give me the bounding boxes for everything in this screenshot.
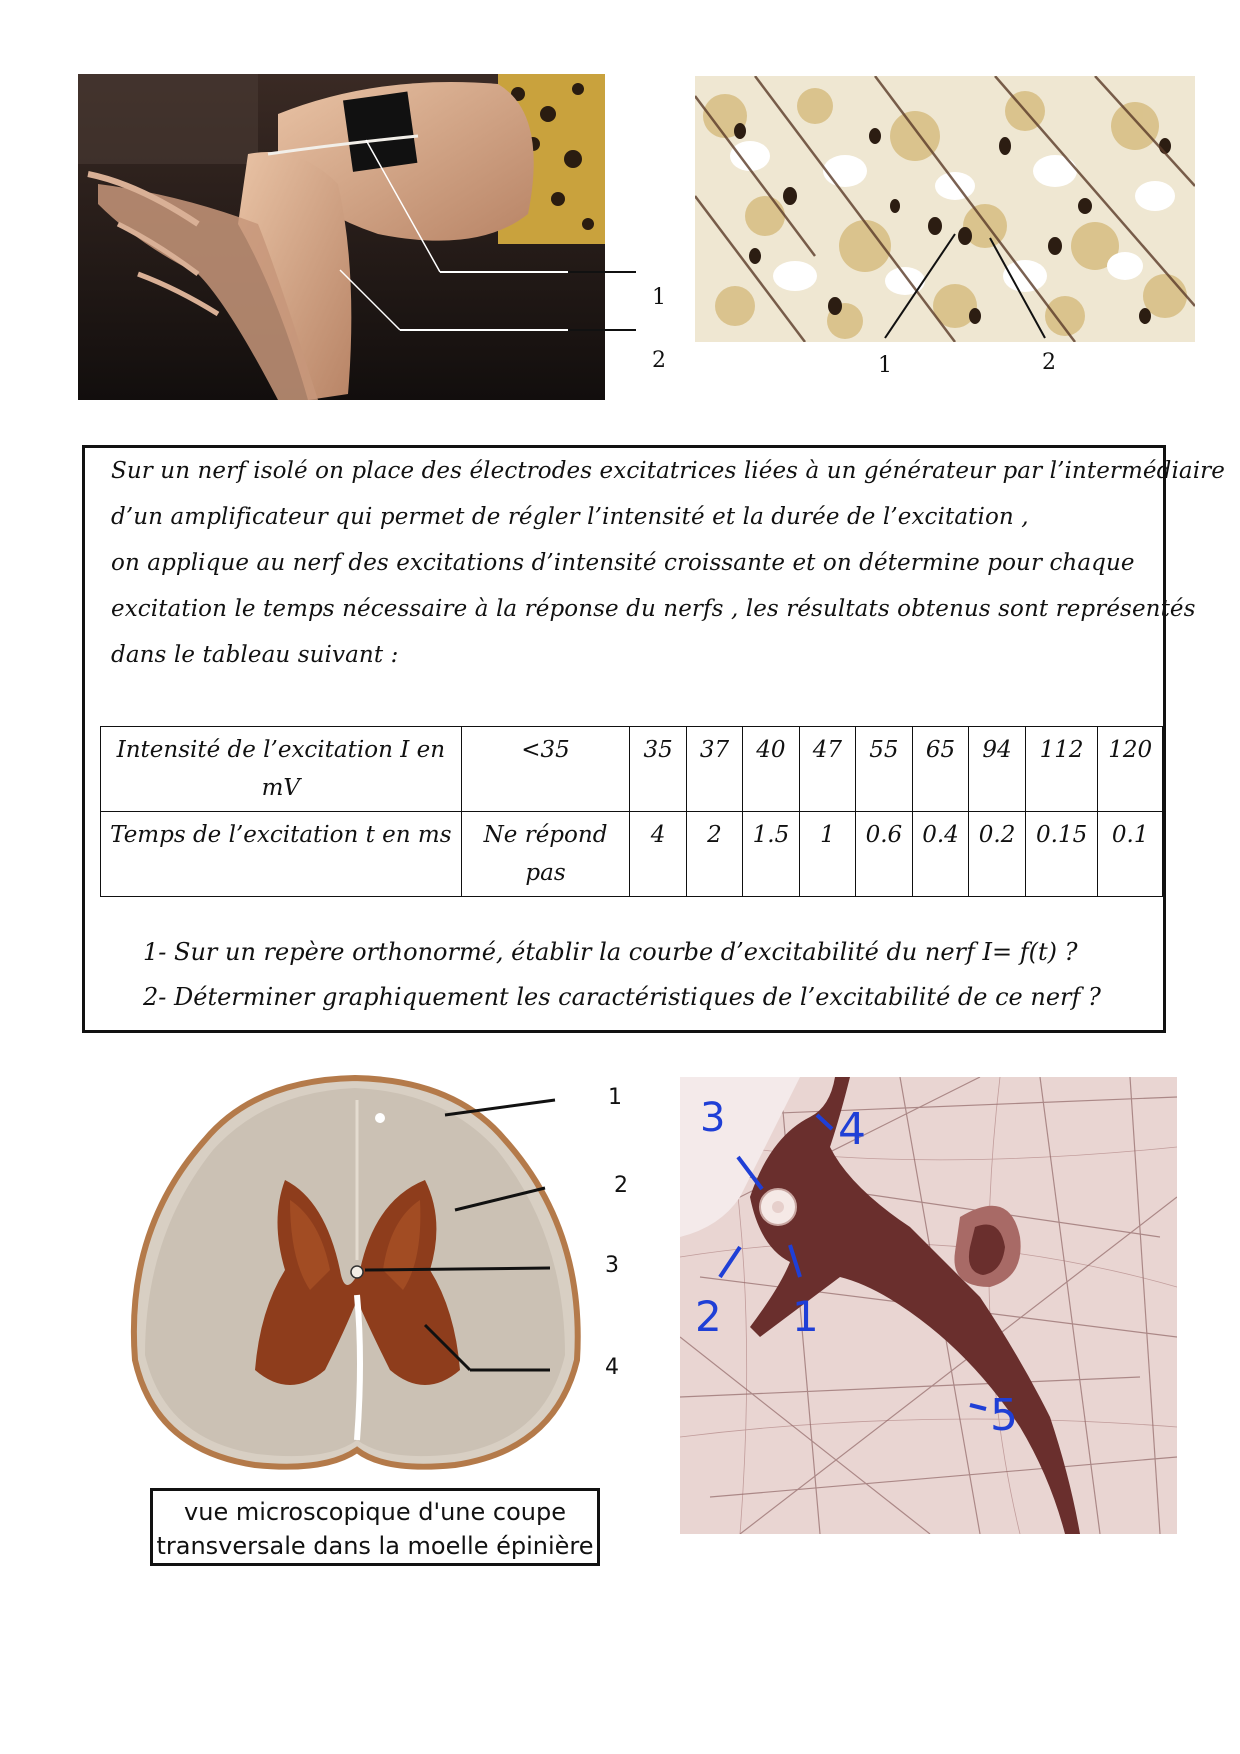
table-cell: 0.4 bbox=[912, 812, 969, 897]
frog-leg-label-2: 2 bbox=[652, 348, 666, 373]
neuron-label-1: 1 bbox=[792, 1292, 819, 1341]
spinal-label-2: 2 bbox=[614, 1173, 628, 1198]
table-cell: 120 bbox=[1098, 727, 1163, 812]
question-2: 2- Déterminer graphiquement les caractéristiques de l’excitabilité de ce nerf ? bbox=[143, 983, 1101, 1011]
spinal-label-4: 4 bbox=[605, 1355, 619, 1380]
table-cell: 0.6 bbox=[856, 812, 913, 897]
neuron-label-5: 5 bbox=[990, 1390, 1018, 1441]
caption-line: vue microscopique d'une coupe bbox=[184, 1498, 566, 1526]
spinal-cord-caption bbox=[150, 1488, 600, 1566]
spinal-cord-section-image bbox=[125, 1070, 585, 1475]
caption-line: transversale dans la moelle épinière bbox=[156, 1532, 594, 1560]
spinal-label-3: 3 bbox=[605, 1253, 619, 1278]
table-cell: 47 bbox=[799, 727, 855, 812]
table-cell: 94 bbox=[969, 727, 1026, 812]
table-row-intensity bbox=[101, 727, 1163, 812]
table-cell: <35 bbox=[461, 727, 630, 812]
frog-leg-leader-ext bbox=[568, 271, 636, 273]
table-cell: Ne répond pas bbox=[461, 812, 630, 897]
neuron-label-2: 2 bbox=[695, 1292, 722, 1341]
frog-leg-leader-ext bbox=[568, 329, 636, 331]
table-cell: 37 bbox=[686, 727, 742, 812]
neuron-micrograph bbox=[680, 1077, 1177, 1534]
table-cell: 1.5 bbox=[743, 812, 800, 897]
table-cell: 4 bbox=[630, 812, 686, 897]
exercise-text-line: on applique au nerf des excitations d’intensité croissante et on détermine pour chaque bbox=[111, 550, 1135, 576]
exercise-box bbox=[82, 445, 1225, 1033]
micrograph-label-2: 2 bbox=[1042, 350, 1056, 375]
frog-leg-photo bbox=[78, 74, 605, 400]
table-header-time: Temps de l’excitation t en ms bbox=[101, 812, 462, 897]
exercise-text-line: dans le tableau suivant : bbox=[111, 642, 399, 668]
neuron-label-4: 4 bbox=[838, 1104, 866, 1155]
table-cell: 1 bbox=[799, 812, 855, 897]
excitability-table bbox=[100, 726, 1163, 897]
table-cell: 2 bbox=[686, 812, 742, 897]
spinal-label-1: 1 bbox=[608, 1085, 622, 1110]
table-cell: 35 bbox=[630, 727, 686, 812]
table-cell: 55 bbox=[856, 727, 913, 812]
table-cell: 40 bbox=[743, 727, 800, 812]
table-cell: 0.15 bbox=[1025, 812, 1098, 897]
frog-leg-label-1: 1 bbox=[652, 285, 666, 310]
table-cell: 0.2 bbox=[969, 812, 1026, 897]
table-header-intensity: Intensité de l’excitation I en mV bbox=[101, 727, 462, 812]
micrograph-label-1: 1 bbox=[878, 353, 892, 378]
table-row-time bbox=[101, 812, 1163, 897]
question-1: 1- Sur un repère orthonormé, établir la courbe d’excitabilité du nerf I= f(t) ? bbox=[143, 938, 1078, 966]
table-cell: 65 bbox=[912, 727, 969, 812]
nerve-tissue-micrograph bbox=[695, 76, 1195, 342]
exercise-text-line: Sur un nerf isolé on place des électrodes excitatrices liées à un générateur par l’intermédiaire bbox=[111, 458, 1225, 484]
neuron-label-3: 3 bbox=[700, 1095, 726, 1141]
table-cell: 112 bbox=[1025, 727, 1098, 812]
exercise-text-line: d’un amplificateur qui permet de régler l’intensité et la durée de l’excitation , bbox=[111, 504, 1029, 530]
table-cell: 0.1 bbox=[1098, 812, 1163, 897]
exercise-text-line: excitation le temps nécessaire à la réponse du nerfs , les résultats obtenus sont représentés bbox=[111, 596, 1196, 622]
